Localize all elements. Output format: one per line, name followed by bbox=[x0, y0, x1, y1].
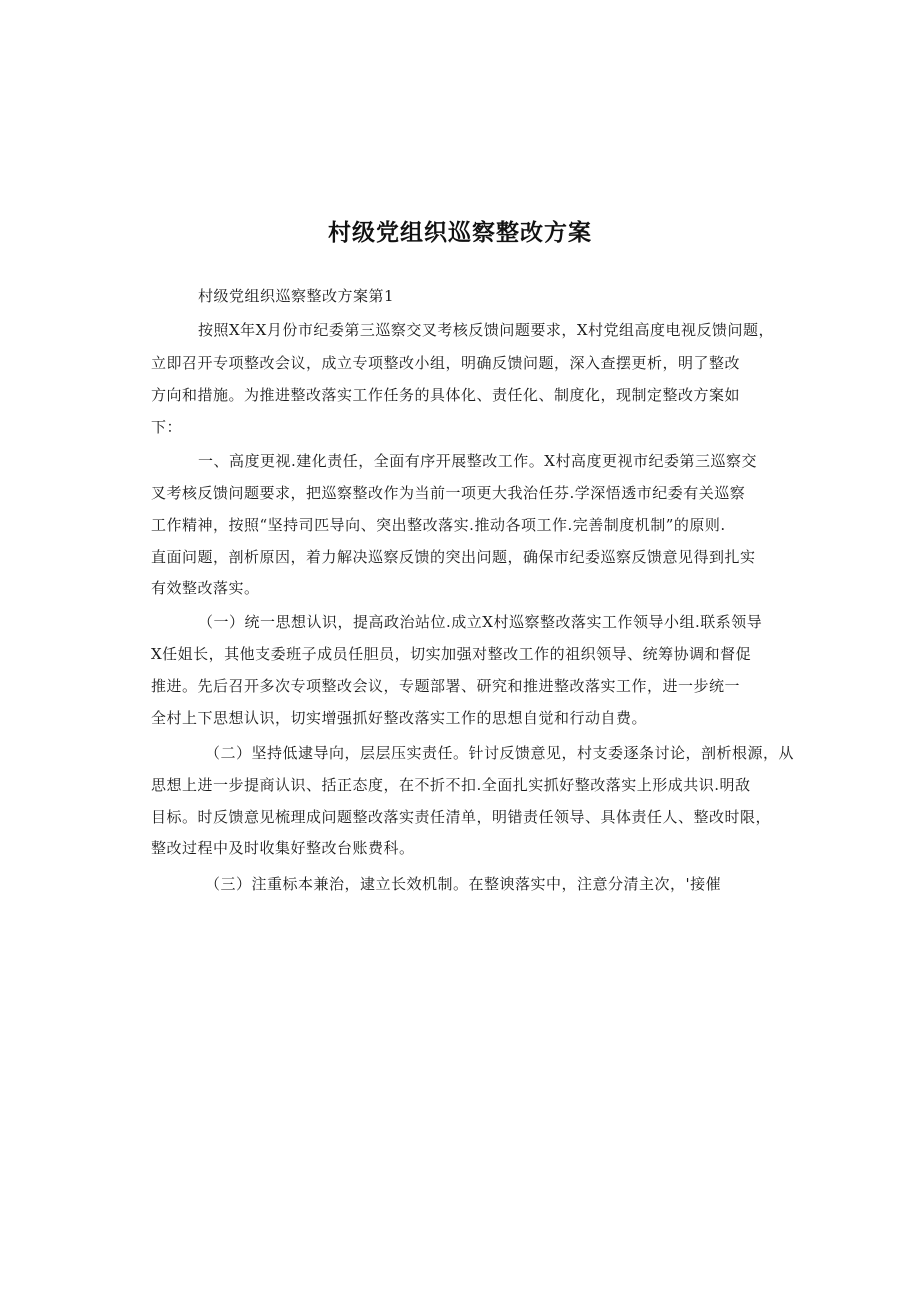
paragraph-line: 整改过程中及时收集好整改台账费科。 bbox=[151, 839, 415, 857]
paragraph-line: 按照X年X月份市纪委第三巡察交叉考核反馈问题要求，X村党组高度电视反馈问题， bbox=[198, 321, 775, 339]
paragraph-line: 方向和措施。为推进整改落实工作任务的具体化、责任化、制度化，现制定整改方案如 bbox=[151, 386, 741, 404]
paragraph-line: 目标。时反馈意见梳理成问题整改落实责任清单，明错责任领导、具体责任人、整改时限， bbox=[151, 808, 772, 826]
paragraph-line: 工作精神，按照“坚持司匹导向、突出整改落实.推动各项工作.完善制度机制”的原则. bbox=[151, 516, 726, 534]
paragraph-line: （一）统一思想认识，提高政治站位.成立X村巡察整改落实工作领导小组.联系领导 bbox=[198, 613, 763, 631]
paragraph-line: 叉考核反馈问题要求，把巡察整改作为当前一项更大我治任芬.学深悟透市纪委有关巡察 bbox=[151, 484, 746, 502]
paragraph-line: 直面问题，剖析原因，着力解决巡察反馈的突出问题，确保市纪委巡察反馈意见得到扎实 bbox=[151, 548, 756, 566]
paragraph-line: 一、高度更视.建化责任，全面有序开展整改工作。X村高度更视市纪委第三巡察交 bbox=[198, 452, 757, 470]
page-title: 村级党组织巡察整改方案 bbox=[328, 220, 592, 246]
paragraph-line: （二）坚持低逮导向，层层压实责任。针讨反馈意见，村支委逐条讨论，剖析根源，从 bbox=[205, 744, 795, 762]
paragraph-line: 推进。先后召开多次专项整改会议，专题部署、研究和推进整改落实工作，进一步统一 bbox=[151, 677, 741, 695]
paragraph-line: 有效整改落实。 bbox=[151, 579, 260, 597]
paragraph-line: X任姐长，其他支委班子成员任胆员，切实加强对整改工作的祖织领导、统筹协调和督促 bbox=[151, 645, 752, 663]
paragraph-line: （三）注重标本兼治，逮立长效机制。在整谀落实中，注意分清主次，'接催 bbox=[205, 875, 722, 893]
paragraph-line: 全村上下思想认识，切实增强抓好整改落实工作的思想自觉和行动自费。 bbox=[151, 709, 648, 727]
paragraph-line: 立即召开专项整改会议，成立专项整改小组，明确反馈问题，深入查摆更析，明了整改 bbox=[151, 354, 741, 372]
paragraph-line: 下： bbox=[151, 418, 183, 436]
document-subtitle: 村级党组织巡察整改方案第1 bbox=[198, 287, 395, 305]
paragraph-line: 思想上进一步提商认识、括正态度，在不折不扣.全面扎实抓好整改落实上形成共识.明敌 bbox=[151, 776, 751, 794]
